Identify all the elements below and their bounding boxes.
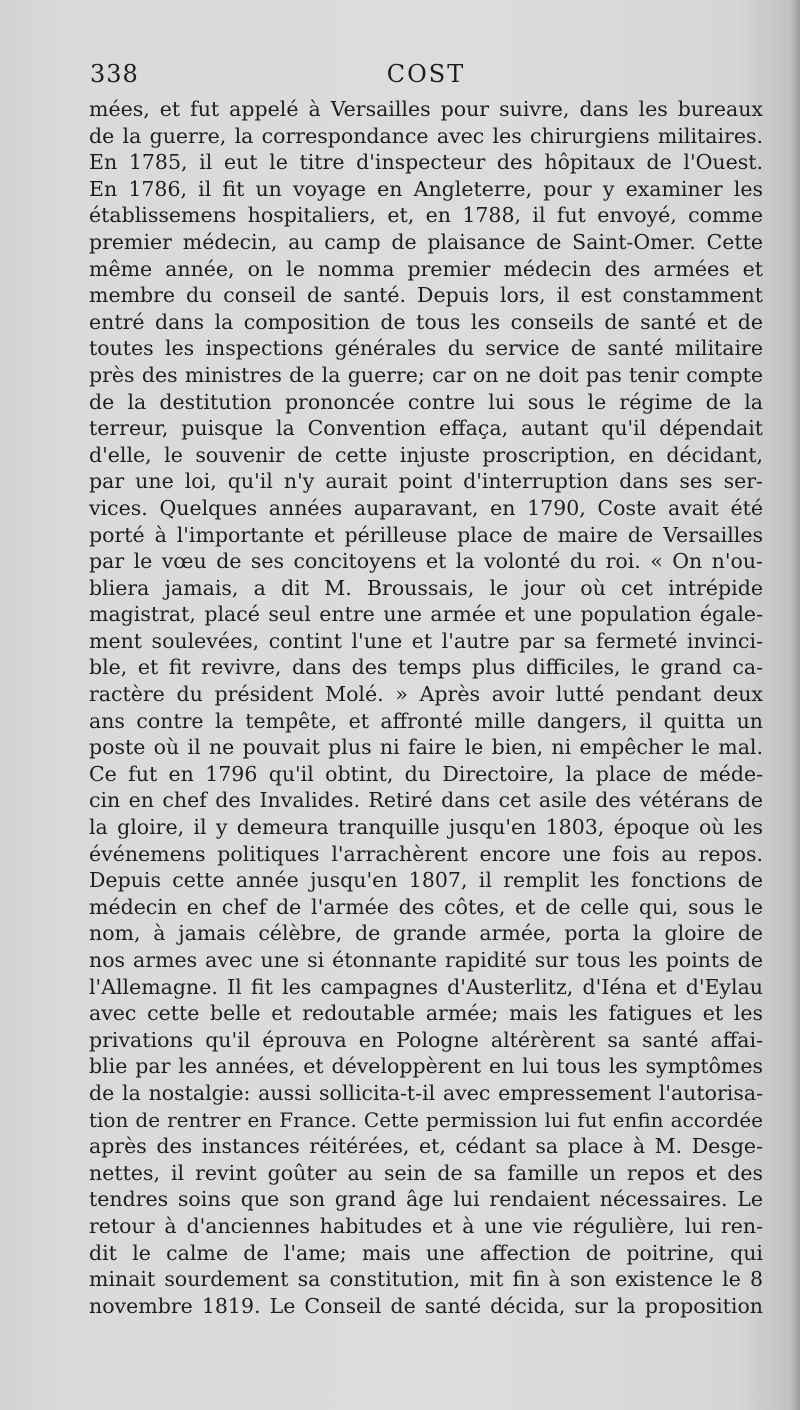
text-line: tendres soins que son grand âge lui rendaient nécessaires. Le — [89, 1187, 763, 1212]
text-line: magistrat, placé seul entre une armée et une population égale- — [89, 602, 763, 627]
text-line: de la destitution prononcée contre lui sous le régime de la — [89, 389, 763, 414]
text-line: ble, et fit revivre, dans des temps plus difficiles, le grand ca- — [89, 655, 763, 680]
text-line: vices. Quelques années auparavant, en 1790, Coste avait été — [89, 495, 763, 520]
text-line: mées, et fut appelé à Versailles pour suivre, dans les bureaux — [89, 97, 763, 121]
text-line: la gloire, il y demeura tranquille jusqu'en 1803, époque où les — [89, 815, 763, 840]
text-line: de la guerre, la correspondance avec les chirurgiens militaires. — [89, 123, 763, 148]
text-line: ans contre la tempête, et affronté mille dangers, il quitta un — [89, 708, 763, 733]
text-line: après des instances réitérées, et, cédant sa place à M. Desge- — [89, 1134, 763, 1159]
text-line: établissemens hospitaliers, et, en 1788, il fut envoyé, comme — [89, 203, 763, 228]
text-line: nom, à jamais célèbre, de grande armée, porta la gloire de — [89, 921, 763, 946]
text-line: l'Allemagne. Il fit les campagnes d'Austerlitz, d'Iéna et d'Eylau — [89, 974, 763, 999]
text-line: dit le calme de l'ame; mais une affection de poitrine, qui — [89, 1240, 763, 1265]
text-line: bliera jamais, a dit M. Broussais, le jour où cet intrépide — [89, 575, 763, 600]
text-line: privations qu'il éprouva en Pologne altérèrent sa santé affai- — [89, 1027, 763, 1052]
text-line: membre du conseil de santé. Depuis lors, il est constamment — [89, 283, 763, 308]
text-line: poste où il ne pouvait plus ni faire le bien, ni empêcher le mal. — [89, 735, 763, 760]
text-line: de la nostalgie: aussi sollicita-t-il avec empressement l'autorisa- — [89, 1080, 763, 1105]
text-line: d'elle, le souvenir de cette injuste proscription, en décidant, — [89, 442, 763, 467]
page-number: 338 — [90, 60, 139, 88]
text-line: minait sourdement sa constitution, mit fin à son existence le 8 — [89, 1267, 763, 1292]
text-line: par le vœu de ses concitoyens et la volonté du roi. « On n'ou- — [89, 549, 763, 574]
text-line: ractère du président Molé. » Après avoir lutté pendant deux — [89, 682, 763, 707]
text-line: retour à d'anciennes habitudes et à une vie régulière, lui ren- — [89, 1213, 763, 1238]
running-head: COST — [386, 60, 466, 88]
text-line: Depuis cette année jusqu'en 1807, il remplit les fonctions de — [89, 868, 763, 893]
text-line: tion de rentrer en France. Cette permission lui fut enfin accordée — [89, 1107, 763, 1132]
text-line: Ce fut en 1796 qu'il obtint, du Directoire, la place de méde- — [89, 761, 763, 786]
text-line: En 1786, il fit un voyage en Angleterre, pour y examiner les — [89, 176, 763, 201]
page-header — [90, 60, 762, 92]
page-edge-shadow — [790, 0, 800, 1410]
text-line: médecin en chef de l'armée des côtes, et de celle qui, sous le — [89, 894, 763, 919]
text-line: par une loi, qu'il n'y aurait point d'interruption dans ses ser- — [89, 469, 763, 494]
text-line: nettes, il revint goûter au sein de sa famille un repos et des — [89, 1160, 763, 1185]
text-line: terreur, puisque la Convention effaça, autant qu'il dépendait — [89, 416, 763, 441]
text-line: cin en chef des Invalides. Retiré dans cet asile des vétérans de — [89, 788, 763, 813]
text-line: novembre 1819. Le Conseil de santé décida, sur la proposition — [89, 1293, 763, 1318]
text-line: premier médecin, au camp de plaisance de Saint-Omer. Cette — [89, 229, 763, 254]
text-line: blie par les années, et développèrent en lui tous les symptômes — [89, 1054, 763, 1079]
text-line: événemens politiques l'arrachèrent encore une fois au repos. — [89, 841, 763, 866]
body-text — [89, 96, 763, 1319]
text-line: entré dans la composition de tous les conseils de santé et de — [89, 309, 763, 334]
text-line: nos armes avec une si étonnante rapidité sur tous les points de — [89, 948, 763, 972]
text-line: ment soulevées, contint l'une et l'autre par sa fermeté invinci- — [89, 628, 763, 653]
text-line: porté à l'importante et périlleuse place de maire de Versailles — [89, 522, 763, 547]
text-line: même année, on le nomma premier médecin des armées et — [89, 256, 763, 281]
text-line: près des ministres de la guerre; car on ne doit pas tenir compte — [89, 362, 763, 387]
text-line: avec cette belle et redoutable armée; mais les fatigues et les — [89, 1001, 763, 1026]
text-line: toutes les inspections générales du service de santé militaire — [89, 336, 763, 361]
text-line: En 1785, il eut le titre d'inspecteur des hôpitaux de l'Ouest. — [89, 150, 763, 175]
